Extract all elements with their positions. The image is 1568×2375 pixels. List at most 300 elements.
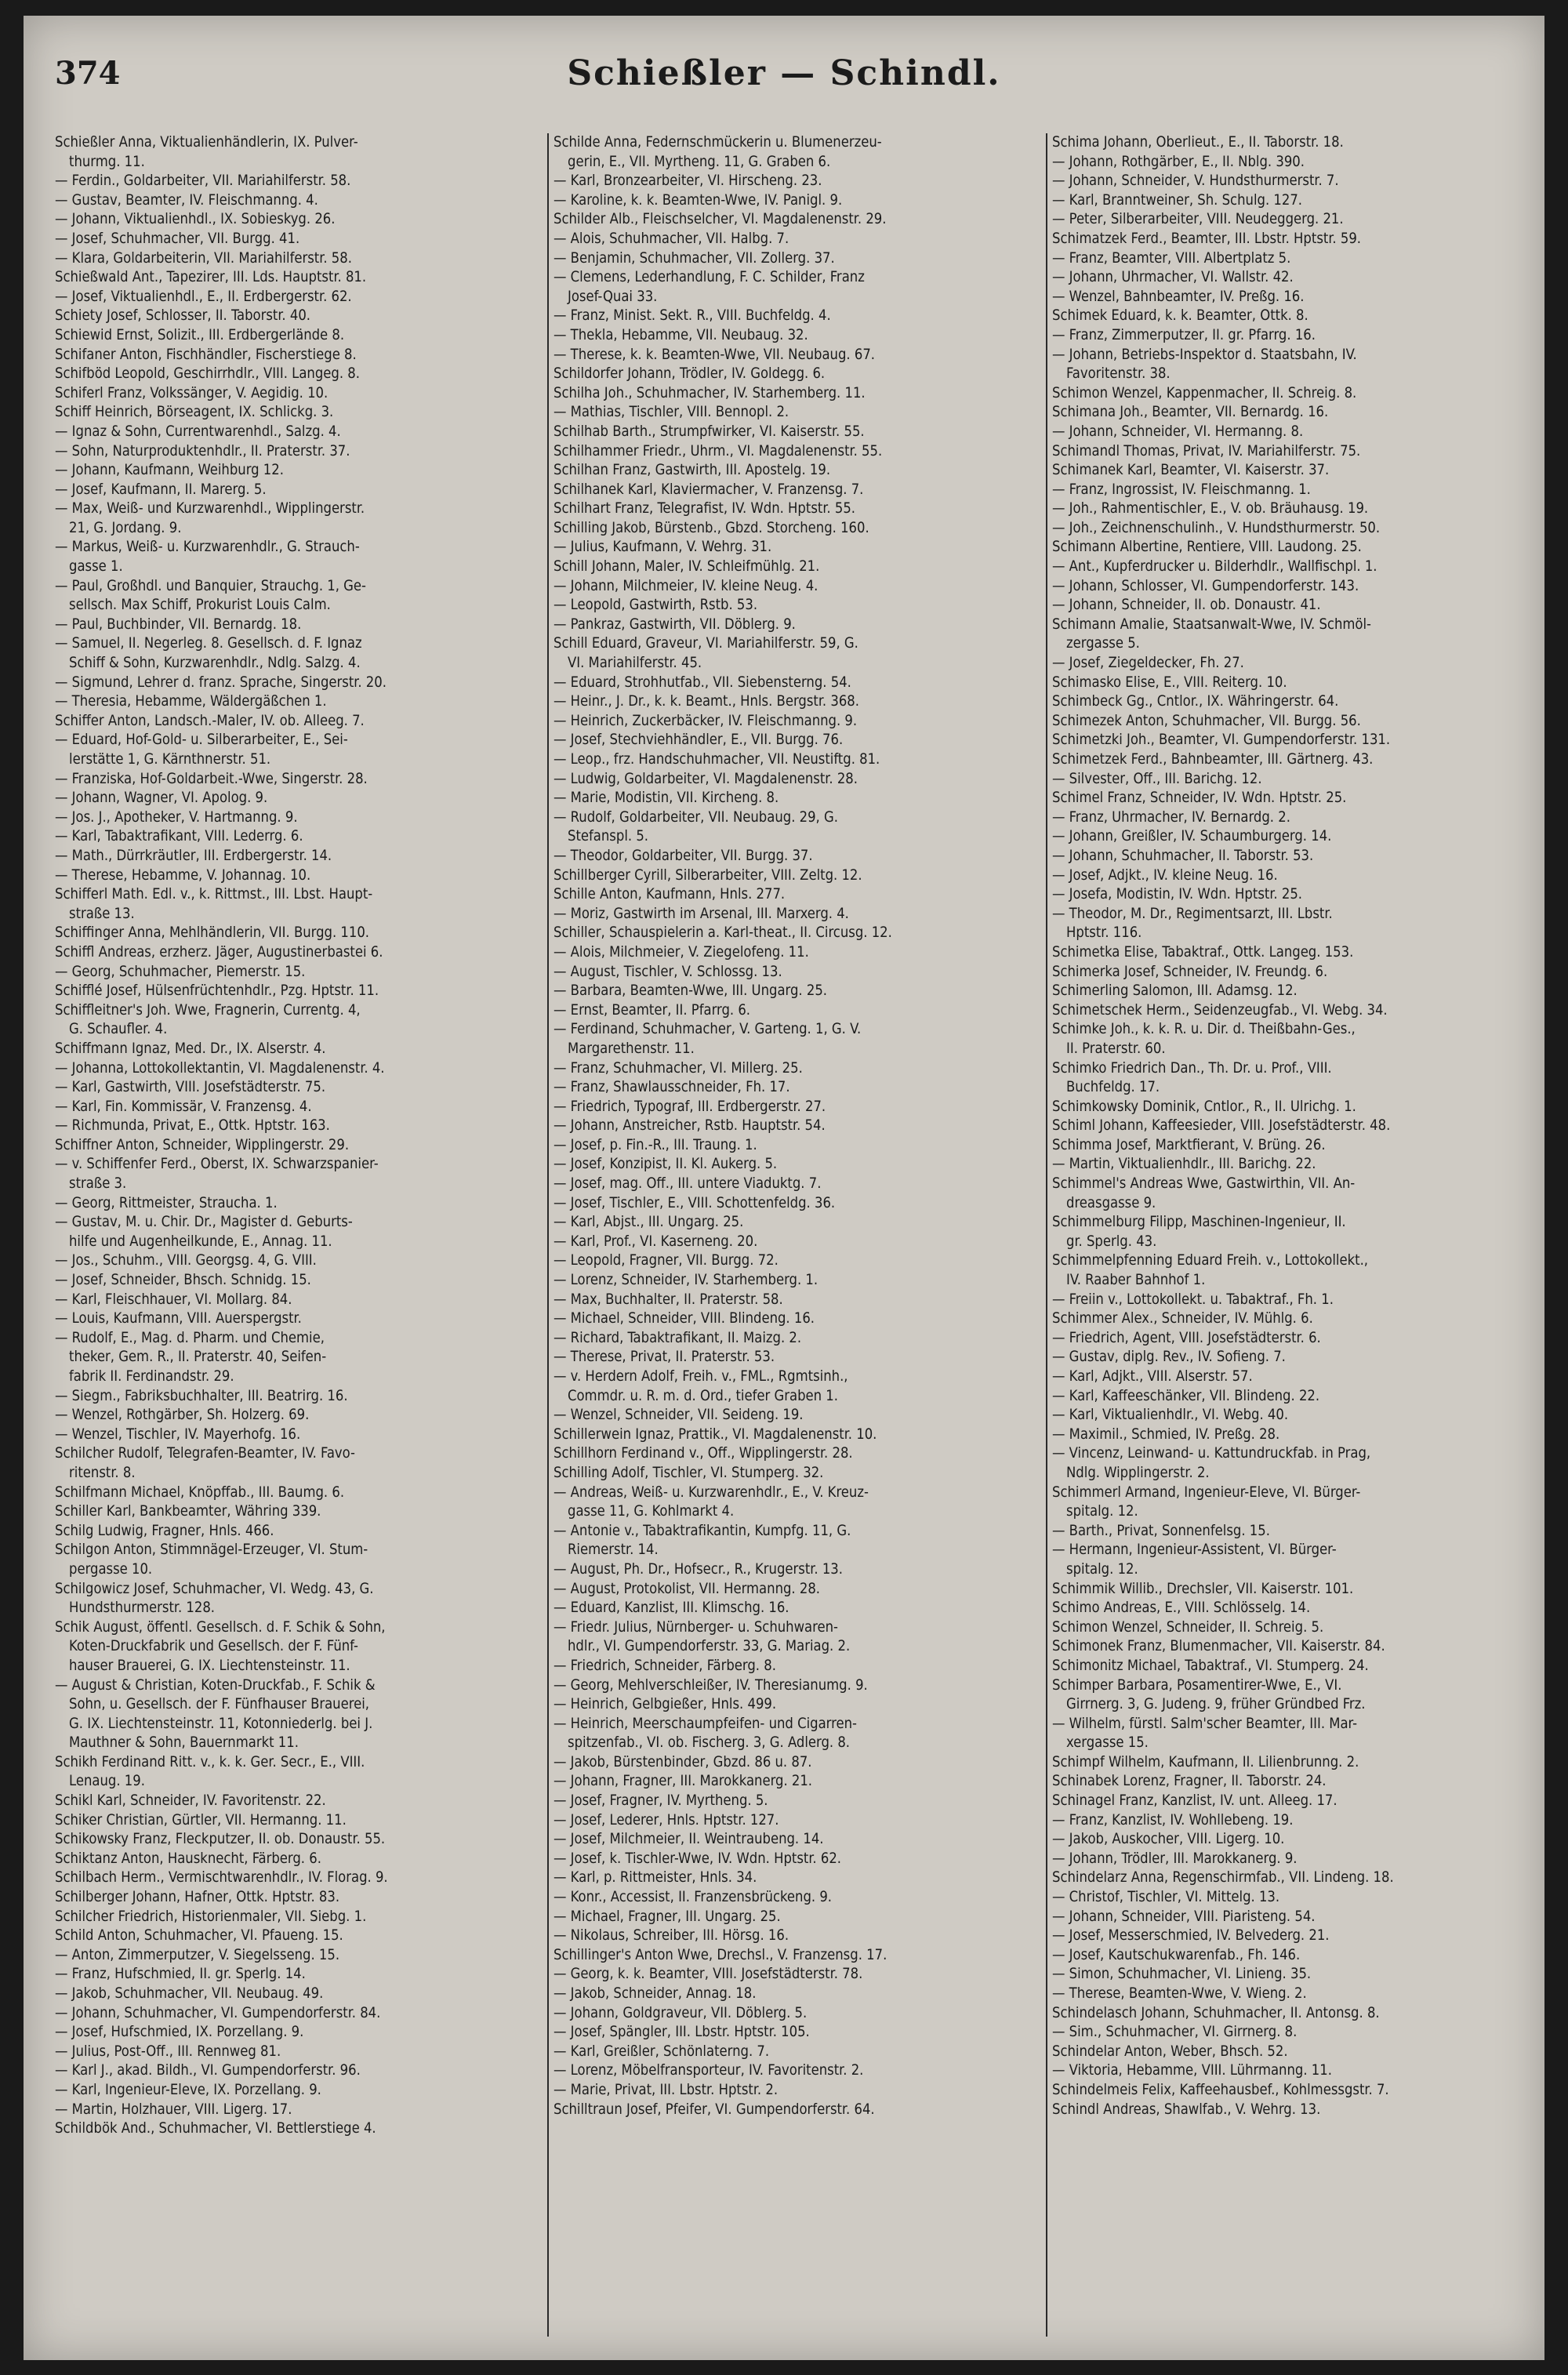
directory-entry: Schimko Friedrich Dan., Th. Dr. u. Prof., VIII.: [1052, 1059, 1332, 1077]
directory-entry: — Vincenz, Leinwand- u. Kattundruckfab. in Prag,: [1052, 1445, 1371, 1462]
directory-entry: Riemerstr. 14.: [568, 1542, 659, 1559]
directory-entry: — Leopold, Gastwirth, Rstb. 53.: [554, 597, 758, 614]
directory-entry: Schiff Heinrich, Börseagent, IX. Schlickg. 3.: [55, 404, 334, 421]
directory-entry: — Barth., Privat, Sonnenfelsg. 15.: [1052, 1522, 1270, 1539]
directory-entry: — Georg, Schuhmacher, Piemerstr. 15.: [55, 963, 306, 980]
directory-entry: — Johanna, Lottokollektantin, VI. Magdalenenstr. 4.: [55, 1059, 385, 1077]
directory-entry: — Josef, Konzipist, II. Kl. Aukerg. 5.: [554, 1156, 778, 1173]
directory-entry: straße 3.: [69, 1175, 127, 1193]
directory-entry: Schilder Alb., Fleischselcher, VI. Magdalenenstr. 29.: [554, 211, 887, 228]
directory-entry: Schilltraun Josef, Pfeifer, VI. Gumpendorferstr. 64.: [554, 2101, 875, 2118]
directory-entry: — Karl, Abjst., III. Ungarg. 25.: [554, 1214, 744, 1231]
directory-entry: — Eduard, Kanzlist, III. Klimschg. 16.: [554, 1600, 789, 1617]
directory-entry: — Franz, Hufschmied, II. gr. Sperlg. 14.: [55, 1966, 306, 1983]
directory-entry: — Johann, Schuhmacher, II. Taborstr. 53.: [1052, 847, 1314, 864]
directory-entry: Schilhart Franz, Telegrafist, IV. Wdn. Hptstr. 55.: [554, 500, 856, 517]
directory-entry: — August, Ph. Dr., Hofsecr., R., Krugerstr. 13.: [554, 1560, 843, 1578]
directory-entry: Schilde Anna, Federnschmückerin u. Blumenerzeu-: [554, 134, 882, 151]
directory-entry: thurmg. 11.: [69, 153, 145, 170]
directory-page: [24, 16, 1544, 2360]
directory-entry: Ndlg. Wipplingerstr. 2.: [1066, 1464, 1210, 1481]
directory-entry: — Julius, Kaufmann, V. Wehrg. 31.: [554, 539, 772, 556]
directory-entry: — Therese, Beamten-Wwe, V. Wieng. 2.: [1052, 1985, 1307, 2002]
directory-entry: — Friedrich, Agent, VIII. Josefstädterstr. 6.: [1052, 1329, 1321, 1346]
directory-entry: — Gustav, M. u. Chir. Dr., Magister d. Geburts-: [55, 1214, 353, 1231]
directory-entry: Schimmel's Andreas Wwe, Gastwirthin, VII. An-: [1052, 1175, 1356, 1193]
directory-entry: Schilcher Friedrich, Historienmaler, VII. Siebg. 1.: [55, 1908, 367, 1925]
directory-entry: Schiffer Anton, Landsch.-Maler, IV. ob. Alleeg. 7.: [55, 712, 365, 729]
directory-entry: — Antonie v., Tabaktrafikantin, Kumpfg. 11, G.: [554, 1522, 851, 1539]
directory-entry: — Math., Dürrkräutler, III. Erdbergerstr. 14.: [55, 847, 332, 864]
directory-entry: — Marie, Modistin, VII. Kircheng. 8.: [554, 790, 779, 807]
directory-entry: Schimetschek Herm., Seidenzeugfab., VI. Webg. 34.: [1052, 1001, 1388, 1019]
directory-entry: — Sigmund, Lehrer d. franz. Sprache, Singerstr. 20.: [55, 674, 387, 691]
directory-entry: Schikowsky Franz, Fleckputzer, II. ob. Donaustr. 55.: [55, 1831, 386, 1848]
directory-entry: Schill Eduard, Graveur, VI. Mariahilferstr. 59, G.: [554, 635, 858, 652]
directory-entry: — Wenzel, Schneider, VII. Seideng. 19.: [554, 1407, 804, 1424]
directory-entry: hilfe und Augenheilkunde, E., Annag. 11.: [69, 1233, 332, 1250]
directory-entry: Schima Johann, Oberlieut., E., II. Taborstr. 18.: [1052, 134, 1344, 151]
directory-entry: Schimon Wenzel, Schneider, II. Schreig. 5.: [1052, 1618, 1324, 1636]
directory-entry: — Sohn, Naturproduktenhdlr., II. Praterstr. 37.: [55, 442, 350, 459]
directory-entry: — Franz, Beamter, VIII. Albertplatz 5.: [1052, 249, 1291, 267]
directory-entry: — Theodor, Goldarbeiter, VII. Burgg. 37.: [554, 847, 813, 864]
directory-entry: — Barbara, Beamten-Wwe, III. Ungarg. 25.: [554, 982, 828, 1000]
directory-entry: — Therese, Hebamme, V. Johannag. 10.: [55, 866, 311, 884]
directory-entry: spitalg. 12.: [1066, 1560, 1138, 1578]
directory-entry: — Friedr. Julius, Nürnberger- u. Schuhwaren-: [554, 1618, 838, 1636]
directory-entry: Margarethenstr. 11.: [568, 1040, 695, 1057]
directory-entry: — Maximil., Schmied, IV. Preßg. 28.: [1052, 1425, 1280, 1443]
directory-entry: — Johann, Schneider, II. ob. Donaustr. 41.: [1052, 597, 1321, 614]
directory-entry: — Josef, Stechviehhändler, E., VII. Burgg. 76.: [554, 732, 844, 749]
directory-entry: sellsch. Max Schiff, Prokurist Louis Calm.: [69, 597, 331, 614]
directory-entry: Schiller Karl, Bankbeamter, Währing 339.: [55, 1503, 321, 1520]
directory-entry: — Josef, Adjkt., IV. kleine Neug. 16.: [1052, 866, 1278, 884]
directory-entry: — Franz, Ingrossist, IV. Fleischmanng. 1.: [1052, 481, 1311, 498]
page-number: 374: [55, 55, 121, 92]
directory-entry: — August, Tischler, V. Schlossg. 13.: [554, 963, 782, 980]
directory-entry: — Wenzel, Tischler, IV. Mayerhofg. 16.: [55, 1425, 301, 1443]
directory-entry: — Thekla, Hebamme, VII. Neubaug. 32.: [554, 326, 808, 343]
directory-entry: gasse 11, G. Kohlmarkt 4.: [568, 1503, 735, 1520]
directory-entry: — Richard, Tabaktrafikant, II. Maizg. 2.: [554, 1329, 802, 1346]
directory-entry: — Johann, Wagner, VI. Apolog. 9.: [55, 790, 268, 807]
directory-entry: — Josef, Tischler, E., VIII. Schottenfeldg. 36.: [554, 1194, 836, 1211]
directory-entry: — Martin, Viktualienhdlr., III. Barichg. 22.: [1052, 1156, 1316, 1173]
directory-entry: Schilhanek Karl, Klaviermacher, V. Franzensg. 7.: [554, 481, 864, 498]
directory-entry: Schildbök And., Schuhmacher, VI. Bettlerstiege 4.: [55, 2120, 376, 2137]
directory-entry: — Karl, Prof., VI. Kaserneng. 20.: [554, 1233, 758, 1250]
directory-entry: — Marie, Privat, III. Lbstr. Hptstr. 2.: [554, 2081, 779, 2098]
directory-entry: Girrnerg. 3, G. Judeng. 9, früher Gründbed Frz.: [1066, 1696, 1366, 1713]
directory-entry: — Franziska, Hof-Goldarbeit.-Wwe, Singerstr. 28.: [55, 770, 368, 787]
column-3: [1046, 133, 1529, 2337]
page-header: [24, 16, 1544, 125]
directory-entry: — Michael, Schneider, VIII. Blindeng. 16.: [554, 1310, 815, 1327]
directory-entry: — Friedrich, Schneider, Färberg. 8.: [554, 1657, 776, 1674]
directory-entry: — Johann, Fragner, III. Marokkanerg. 21.: [554, 1773, 813, 1790]
directory-entry: — Ludwig, Goldarbeiter, VI. Magdalenenstr. 28.: [554, 770, 858, 787]
directory-entry: — Josef, Kaufmann, II. Marerg. 5.: [55, 481, 267, 498]
directory-entry: — Franz, Schuhmacher, VI. Millerg. 25.: [554, 1059, 803, 1077]
directory-entry: Schillerwein Ignaz, Prattik., VI. Magdalenenstr. 10.: [554, 1425, 877, 1443]
directory-entry: — Karl, Kaffeeschänker, VII. Blindeng. 22.: [1052, 1387, 1320, 1404]
directory-entry: — Johann, Schneider, VIII. Piaristeng. 54.: [1052, 1908, 1316, 1925]
directory-entry: — Wilhelm, fürstl. Salm'scher Beamter, III. Mar-: [1052, 1715, 1358, 1732]
directory-entry: — Clemens, Lederhandlung, F. C. Schilder, Franz: [554, 269, 865, 286]
directory-entry: — Max, Weiß- und Kurzwarenhdl., Wipplingerstr.: [55, 500, 365, 517]
directory-entry: — Christof, Tischler, VI. Mittelg. 13.: [1052, 1889, 1280, 1906]
directory-entry: Schimmelpfenning Eduard Freih. v., Lottokollekt.,: [1052, 1252, 1369, 1269]
directory-entry: Schillinger's Anton Wwe, Drechsl., V. Franzensg. 17.: [554, 1946, 887, 1963]
directory-entry: — Mathias, Tischler, VIII. Bennopl. 2.: [554, 404, 789, 421]
directory-entry: — v. Schiffenfer Ferd., Oberst, IX. Schwarzspanier-: [55, 1156, 379, 1173]
directory-entry: Hundsthurmerstr. 128.: [69, 1600, 216, 1617]
directory-entry: — Josef, mag. Off., III. untere Viaduktg. 7.: [554, 1175, 822, 1193]
directory-columns: [55, 133, 1529, 2337]
directory-entry: Mauthner & Sohn, Bauernmarkt 11.: [69, 1734, 299, 1752]
directory-entry: — Johann, Uhrmacher, VI. Wallstr. 42.: [1052, 269, 1294, 286]
directory-entry: — Karoline, k. k. Beamten-Wwe, IV. Panigl. 9.: [554, 191, 843, 209]
directory-entry: — Eduard, Strohhutfab., VII. Siebensterng. 54.: [554, 674, 851, 691]
directory-entry: — Joh., Rahmentischler, E., V. ob. Bräuhausg. 19.: [1052, 500, 1369, 517]
directory-entry: — August, Protokolist, VII. Hermanng. 28.: [554, 1580, 821, 1597]
directory-entry: Schimon Wenzel, Kappenmacher, II. Schreig. 8.: [1052, 384, 1357, 401]
directory-entry: — Martin, Holzhauer, VIII. Ligerg. 17.: [55, 2101, 292, 2118]
directory-entry: Schilfmann Michael, Knöpffab., III. Baumg. 6.: [55, 1483, 345, 1501]
directory-entry: Schimmerl Armand, Ingenieur-Eleve, VI. Bürger-: [1052, 1483, 1361, 1501]
directory-entry: Schimann Amalie, Staatsanwalt-Wwe, IV. Schmöl-: [1052, 616, 1371, 633]
directory-entry: — Pankraz, Gastwirth, VII. Döblerg. 9.: [554, 616, 796, 633]
directory-entry: Schindelasch Johann, Schuhmacher, II. Antonsg. 8.: [1052, 2004, 1380, 2021]
directory-entry: gasse 1.: [69, 558, 123, 576]
directory-entry: Schießwald Ant., Tapezirer, III. Lds. Hauptstr. 81.: [55, 269, 367, 286]
directory-entry: — Franz, Shawlausschneider, Fh. 17.: [554, 1079, 790, 1096]
directory-entry: ritenstr. 8.: [69, 1464, 136, 1481]
directory-entry: — Karl, Branntweiner, Sh. Schulg. 127.: [1052, 191, 1303, 209]
directory-entry: — Karl, Tabaktrafikant, VIII. Lederrg. 6.: [55, 828, 303, 845]
directory-entry: — Franz, Kanzlist, IV. Wohllebeng. 19.: [1052, 1811, 1294, 1828]
directory-entry: spitalg. 12.: [1066, 1503, 1138, 1520]
directory-entry: — Leop., frz. Handschuhmacher, VII. Neustiftg. 81.: [554, 751, 880, 768]
directory-entry: — Siegm., Fabriksbuchhalter, III. Beatrirg. 16.: [55, 1387, 348, 1404]
directory-entry: — Friedrich, Typograf, III. Erdbergerstr. 27.: [554, 1098, 826, 1115]
directory-entry: Schilling Adolf, Tischler, VI. Stumperg. 32.: [554, 1464, 824, 1481]
directory-entry: — Josef, Spängler, III. Lbstr. Hptstr. 105.: [554, 2024, 810, 2041]
directory-entry: — Benjamin, Schuhmacher, VII. Zollerg. 37.: [554, 249, 835, 267]
directory-entry: Koten-Druckfabrik und Gesellsch. der F. Fünf-: [69, 1638, 358, 1655]
directory-entry: Schindelmeis Felix, Kaffeehausbef., Kohlmessgstr. 7.: [1052, 2081, 1389, 2098]
directory-entry: Schiffinger Anna, Mehlhändlerin, VII. Burgg. 110.: [55, 924, 370, 942]
directory-entry: — Leopold, Fragner, VII. Burgg. 72.: [554, 1252, 779, 1269]
directory-entry: — Hermann, Ingenieur-Assistent, VI. Bürger-: [1052, 1542, 1337, 1559]
directory-entry: Schimmik Willib., Drechsler, VII. Kaiserstr. 101.: [1052, 1580, 1354, 1597]
directory-entry: Schiml Johann, Kaffeesieder, VIII. Josefstädterstr. 48.: [1052, 1117, 1391, 1135]
directory-entry: — Johann, Viktualienhdl., IX. Sobieskyg. 26.: [55, 211, 336, 228]
directory-entry: Hptstr. 116.: [1066, 924, 1142, 942]
directory-entry: — Alois, Schuhmacher, VII. Halbg. 7.: [554, 230, 789, 247]
directory-entry: — Viktoria, Hebamme, VIII. Lührmanng. 11.: [1052, 2062, 1332, 2079]
directory-entry: Schimper Barbara, Posamentirer-Wwe, E., VI.: [1052, 1676, 1342, 1694]
directory-entry: — Lorenz, Schneider, IV. Starhemberg. 1.: [554, 1272, 818, 1289]
directory-entry: — Johann, Kaufmann, Weihburg 12.: [55, 462, 284, 479]
directory-entry: — Jakob, Auskocher, VIII. Ligerg. 10.: [1052, 1831, 1285, 1848]
directory-entry: — Franz, Uhrmacher, IV. Bernardg. 2.: [1052, 808, 1290, 826]
directory-entry: Buchfeldg. 17.: [1066, 1079, 1160, 1096]
directory-entry: — Ernst, Beamter, II. Pfarrg. 6.: [554, 1001, 751, 1019]
directory-entry: — Franz, Zimmerputzer, II. gr. Pfarrg. 16.: [1052, 326, 1316, 343]
directory-entry: gr. Sperlg. 43.: [1066, 1233, 1157, 1250]
directory-entry: Schimonek Franz, Blumenmacher, VII. Kaiserstr. 84.: [1052, 1638, 1385, 1655]
directory-entry: G. Schaufler. 4.: [69, 1021, 168, 1038]
directory-entry: Schik August, öffentl. Gesellsch. d. F. Schik & Sohn,: [55, 1618, 386, 1636]
directory-entry: — Josef, Milchmeier, II. Weintraubeng. 14.: [554, 1831, 824, 1848]
directory-entry: Schimezek Anton, Schuhmacher, VII. Burgg. 56.: [1052, 712, 1361, 729]
directory-entry: Lenaug. 19.: [69, 1773, 145, 1790]
directory-entry: — Josef, Hufschmied, IX. Porzellang. 9.: [55, 2024, 304, 2041]
directory-entry: — Andreas, Weiß- u. Kurzwarenhdlr., E., V. Kreuz-: [554, 1483, 869, 1501]
directory-entry: Schimetka Elise, Tabaktraf., Ottk. Langeg. 153.: [1052, 943, 1354, 961]
directory-entry: — Johann, Schneider, VI. Hermanng. 8.: [1052, 423, 1304, 440]
directory-entry: Schilgon Anton, Stimmnägel-Erzeuger, VI. Stum-: [55, 1542, 368, 1559]
directory-entry: — Georg, Mehlverschleißer, IV. Theresianumg. 9.: [554, 1676, 868, 1694]
directory-entry: — Heinrich, Meerschaumpfeifen- und Cigarren-: [554, 1715, 857, 1732]
directory-entry: Schiety Josef, Schlosser, II. Taborstr. 40.: [55, 307, 311, 325]
directory-entry: — Therese, k. k. Beamten-Wwe, VII. Neubaug. 67.: [554, 346, 876, 363]
directory-entry: Schilhammer Friedr., Uhrm., VI. Magdalenenstr. 55.: [554, 442, 883, 459]
directory-entry: Schillhorn Ferdinand v., Off., Wipplingerstr. 28.: [554, 1445, 853, 1462]
directory-entry: Schild Anton, Schuhmacher, VI. Pfaueng. 15.: [55, 1927, 343, 1945]
directory-entry: — Ferdinand, Schuhmacher, V. Garteng. 1, G. V.: [554, 1021, 862, 1038]
directory-entry: Schimpf Wilhelm, Kaufmann, II. Lilienbrunng. 2.: [1052, 1753, 1359, 1770]
directory-entry: — Peter, Silberarbeiter, VIII. Neudeggerg. 21.: [1052, 211, 1344, 228]
directory-entry: — Josef, Fragner, IV. Myrtheng. 5.: [554, 1792, 768, 1810]
directory-entry: — Johann, Trödler, III. Marokkanerg. 9.: [1052, 1850, 1298, 1867]
directory-entry: Schifflé Josef, Hülsenfrüchtenhdlr., Pzg. Hptstr. 11.: [55, 982, 379, 1000]
directory-entry: — Johann, Milchmeier, IV. kleine Neug. 4.: [554, 577, 818, 594]
directory-entry: — Johann, Goldgraveur, VII. Döblerg. 5.: [554, 2004, 808, 2021]
directory-entry: — Jakob, Bürstenbinder, Gbzd. 86 u. 87.: [554, 1753, 812, 1770]
directory-entry: Schimetzek Ferd., Bahnbeamter, III. Gärtnerg. 43.: [1052, 751, 1374, 768]
directory-entry: straße 13.: [69, 905, 135, 922]
directory-entry: — Therese, Privat, II. Praterstr. 53.: [554, 1349, 775, 1366]
directory-entry: Schimma Josef, Marktfierant, V. Brüng. 26.: [1052, 1136, 1326, 1153]
column-2: [547, 133, 1030, 2337]
directory-entry: — Rudolf, E., Mag. d. Pharm. und Chemie,: [55, 1329, 325, 1346]
directory-entry: — Karl, Fleischhauer, VI. Mollarg. 84.: [55, 1291, 292, 1308]
column-1: [55, 133, 532, 2337]
directory-entry: gerin, E., VII. Myrtheng. 11, G. Graben 6.: [568, 153, 831, 170]
directory-entry: — Theresia, Hebamme, Wäldergäßchen 1.: [55, 693, 327, 710]
directory-entry: Schilg Ludwig, Fragner, Hnls. 466.: [55, 1522, 274, 1539]
directory-entry: — Richmunda, Privat, E., Ottk. Hptstr. 163.: [55, 1117, 330, 1135]
directory-entry: hdlr., VI. Gumpendorferstr. 33, G. Mariag. 2.: [568, 1638, 851, 1655]
directory-entry: — Julius, Post-Off., III. Rennweg 81.: [55, 2043, 281, 2060]
directory-entry: — Josef, p. Fin.-R., III. Traung. 1.: [554, 1136, 757, 1153]
directory-entry: — August & Christian, Koten-Druckfab., F. Schik &: [55, 1676, 376, 1694]
directory-entry: fabrik II. Ferdinandstr. 29.: [69, 1368, 234, 1385]
directory-entry: — Josef, Schuhmacher, VII. Burgg. 41.: [55, 230, 300, 247]
directory-entry: — Josefa, Modistin, IV. Wdn. Hptstr. 25.: [1052, 886, 1303, 903]
directory-entry: Schimmelburg Filipp, Maschinen-Ingenieur, II.: [1052, 1214, 1346, 1231]
directory-entry: Schimana Joh., Beamter, VII. Bernardg. 16.: [1052, 404, 1329, 421]
directory-entry: Schimonitz Michael, Tabaktraf., VI. Stumperg. 24.: [1052, 1657, 1369, 1674]
directory-entry: Schilberger Johann, Hafner, Ottk. Hptstr. 83.: [55, 1889, 340, 1906]
directory-entry: — Markus, Weiß- u. Kurzwarenhdlr., G. Strauch-: [55, 539, 360, 556]
directory-entry: Schimek Eduard, k. k. Beamter, Ottk. 8.: [1052, 307, 1308, 325]
directory-entry: — Simon, Schuhmacher, VI. Linieng. 35.: [1052, 1966, 1312, 1983]
directory-entry: Stefanspl. 5.: [568, 828, 649, 845]
directory-entry: — Karl, Greißler, Schönlaterng. 7.: [554, 2043, 770, 2060]
directory-entry: Schiffner Anton, Schneider, Wipplingerstr. 29.: [55, 1136, 350, 1153]
directory-entry: — Gustav, diplg. Rev., IV. Sofieng. 7.: [1052, 1349, 1286, 1366]
directory-entry: — Anton, Zimmerputzer, V. Siegelsseng. 15.: [55, 1946, 340, 1963]
directory-entry: — Johann, Rothgärber, E., II. Nblg. 390.: [1052, 153, 1305, 170]
directory-entry: — Michael, Fragner, III. Ungarg. 25.: [554, 1908, 781, 1925]
directory-entry: hauser Brauerei, G. IX. Liechtensteinstr. 11.: [69, 1657, 350, 1674]
directory-entry: — Silvester, Off., III. Barichg. 12.: [1052, 770, 1262, 787]
directory-entry: — Wenzel, Bahnbeamter, IV. Preßg. 16.: [1052, 288, 1305, 305]
directory-entry: — Freiin v., Lottokollekt. u. Tabaktraf., Fh. 1.: [1052, 1291, 1334, 1308]
directory-entry: zergasse 5.: [1066, 635, 1140, 652]
directory-entry: — Karl, Gastwirth, VIII. Josefstädterstr. 75.: [55, 1079, 326, 1096]
directory-entry: IV. Raaber Bahnhof 1.: [1066, 1272, 1206, 1289]
directory-entry: — Heinrich, Gelbgießer, Hnls. 499.: [554, 1696, 777, 1713]
directory-entry: Schimbeck Gg., Cntlor., IX. Währingerstr. 64.: [1052, 693, 1339, 710]
directory-entry: — Nikolaus, Schreiber, III. Hörsg. 16.: [554, 1927, 789, 1945]
directory-entry: — Georg, k. k. Beamter, VIII. Josefstädterstr. 78.: [554, 1966, 863, 1983]
directory-entry: — Franz, Minist. Sekt. R., VIII. Buchfeldg. 4.: [554, 307, 831, 325]
directory-entry: Schillberger Cyrill, Silberarbeiter, VIII. Zeltg. 12.: [554, 866, 862, 884]
directory-entry: Schiferl Franz, Volkssänger, V. Aegidig. 10.: [55, 384, 328, 401]
directory-entry: Schilling Jakob, Bürstenb., Gbzd. Storcheng. 160.: [554, 519, 869, 536]
directory-entry: Schilcher Rudolf, Telegrafen-Beamter, IV. Favo-: [55, 1445, 355, 1462]
directory-entry: — Karl, p. Rittmeister, Hnls. 34.: [554, 1869, 757, 1887]
directory-entry: — Konr., Accessist, II. Franzensbrückeng. 9.: [554, 1889, 833, 1906]
directory-entry: Schiffl Andreas, erzherz. Jäger, Augustinerbastei 6.: [55, 943, 383, 961]
directory-entry: Schimo Andreas, E., VIII. Schlösselg. 14.: [1052, 1600, 1311, 1617]
directory-entry: — Josef, Messerschmied, IV. Belvederg. 21.: [1052, 1927, 1330, 1945]
directory-entry: — Klara, Goldarbeiterin, VII. Mariahilferstr. 58.: [55, 249, 352, 267]
directory-entry: Schinagel Franz, Kanzlist, IV. unt. Alleeg. 17.: [1052, 1792, 1338, 1810]
directory-entry: — Lorenz, Möbelfransporteur, IV. Favoritenstr. 2.: [554, 2062, 864, 2079]
directory-entry: Schiker Christian, Gürtler, VII. Hermanng. 11.: [55, 1811, 347, 1828]
directory-entry: xergasse 15.: [1066, 1734, 1149, 1752]
directory-entry: Favoritenstr. 38.: [1066, 365, 1171, 383]
directory-entry: — v. Herdern Adolf, Freih. v., FML., Rgmtsinh.,: [554, 1368, 848, 1385]
directory-entry: — Ferdin., Goldarbeiter, VII. Mariahilferstr. 58.: [55, 172, 351, 190]
directory-entry: — Josef, Viktualienhdl., E., II. Erdbergerstr. 62.: [55, 288, 352, 305]
directory-entry: — Gustav, Beamter, IV. Fleischmanng. 4.: [55, 191, 318, 209]
directory-entry: — Rudolf, Goldarbeiter, VII. Neubaug. 29, G.: [554, 808, 838, 826]
directory-entry: — Johann, Schneider, V. Hundsthurmerstr. 7.: [1052, 172, 1339, 190]
directory-entry: — Johann, Betriebs-Inspektor d. Staatsbahn, IV.: [1052, 346, 1357, 363]
directory-entry: — Louis, Kaufmann, VIII. Auerspergstr.: [55, 1310, 302, 1327]
directory-entry: lerstätte 1, G. Kärnthnerstr. 51.: [69, 751, 271, 768]
directory-entry: Schimerka Josef, Schneider, IV. Freundg. 6.: [1052, 963, 1328, 980]
directory-entry: Sohn, u. Gesellsch. der F. Fünfhauser Brauerei,: [69, 1696, 370, 1713]
directory-entry: Schikl Karl, Schneider, IV. Favoritenstr. 22.: [55, 1792, 326, 1810]
directory-entry: — Karl, Bronzearbeiter, VI. Hirscheng. 23.: [554, 172, 822, 190]
directory-entry: — Samuel, II. Negerleg. 8. Gesellsch. d. F. Ignaz: [55, 635, 362, 652]
directory-entry: — Johann, Schlosser, VI. Gumpendorferstr. 143.: [1052, 577, 1359, 594]
directory-entry: spitzenfab., VI. ob. Fischerg. 3, G. Adlerg. 8.: [568, 1734, 851, 1752]
directory-entry: Schilgowicz Josef, Schuhmacher, VI. Wedg. 43, G.: [55, 1580, 374, 1597]
directory-entry: Josef-Quai 33.: [568, 288, 658, 305]
directory-entry: Commdr. u. R. m. d. Ord., tiefer Graben 1.: [568, 1387, 838, 1404]
directory-entry: — Ant., Kupferdrucker u. Bilderhdlr., Wallfischpl. 1.: [1052, 558, 1377, 576]
directory-entry: — Theodor, M. Dr., Regimentsarzt, III. Lbstr.: [1052, 905, 1333, 922]
directory-entry: Schimkowsky Dominik, Cntlor., R., II. Ulrichg. 1.: [1052, 1098, 1356, 1115]
directory-entry: Schindelarz Anna, Regenschirmfab., VII. Lindeng. 18.: [1052, 1869, 1394, 1887]
directory-entry: Schimerling Salomon, III. Adamsg. 12.: [1052, 982, 1298, 1000]
directory-entry: — Wenzel, Rothgärber, Sh. Holzerg. 69.: [55, 1407, 310, 1424]
directory-entry: Schifaner Anton, Fischhändler, Fischerstiege 8.: [55, 346, 357, 363]
directory-entry: Schilha Joh., Schuhmacher, IV. Starhemberg. 11.: [554, 384, 866, 401]
running-head: Schießler — Schindl.: [567, 53, 1001, 93]
directory-entry: Schille Anton, Kaufmann, Hnls. 277.: [554, 886, 786, 903]
directory-entry: — Jos., Schuhm., VIII. Georgsg. 4, G. VIII.: [55, 1252, 317, 1269]
directory-entry: — Josef, Schneider, Bhsch. Schnidg. 15.: [55, 1272, 311, 1289]
directory-entry: — Johann, Greißler, IV. Schaumburgerg. 14.: [1052, 828, 1332, 845]
directory-entry: — Karl, Viktualienhdlr., VI. Webg. 40.: [1052, 1407, 1289, 1424]
directory-entry: — Paul, Buchbinder, VII. Bernardg. 18.: [55, 616, 302, 633]
directory-entry: — Karl, Adjkt., VIII. Alserstr. 57.: [1052, 1368, 1253, 1385]
directory-entry: Schill Johann, Maler, IV. Schleifmühlg. 21.: [554, 558, 820, 576]
directory-entry: Schimasko Elise, E., VIII. Reiterg. 10.: [1052, 674, 1287, 691]
directory-entry: VI. Mariahilferstr. 45.: [568, 655, 702, 672]
directory-entry: dreasgasse 9.: [1066, 1194, 1156, 1211]
directory-entry: Schilhab Barth., Strumpfwirker, VI. Kaiserstr. 55.: [554, 423, 865, 440]
directory-entry: theker, Gem. R., II. Praterstr. 40, Seifen-: [69, 1349, 327, 1366]
directory-entry: — Karl, Fin. Kommissär, V. Franzensg. 4.: [55, 1098, 312, 1115]
directory-entry: — Jos. J., Apotheker, V. Hartmanng. 9.: [55, 808, 298, 826]
directory-entry: — Heinrich, Zuckerbäcker, IV. Fleischmanng. 9.: [554, 712, 858, 729]
directory-entry: Schiewid Ernst, Solizit., III. Erdbergerlände 8.: [55, 326, 345, 343]
directory-entry: Schiffmann Ignaz, Med. Dr., IX. Alserstr. 4.: [55, 1040, 326, 1057]
directory-entry: — Jakob, Schneider, Annag. 18.: [554, 1985, 757, 2002]
directory-entry: — Johann, Anstreicher, Rstb. Hauptstr. 54.: [554, 1117, 826, 1135]
directory-entry: 21, G. Jordang. 9.: [69, 519, 182, 536]
directory-entry: — Ignaz & Sohn, Currentwarenhdl., Salzg. 4.: [55, 423, 341, 440]
directory-entry: — Max, Buchhalter, II. Praterstr. 58.: [554, 1291, 783, 1308]
directory-entry: — Georg, Rittmeister, Straucha. 1.: [55, 1194, 278, 1211]
directory-entry: — Moriz, Gastwirth im Arsenal, III. Marxerg. 4.: [554, 905, 849, 922]
directory-entry: — Paul, Großhdl. und Banquier, Strauchg. 1, Ge-: [55, 577, 366, 594]
directory-entry: — Josef, Ziegeldecker, Fh. 27.: [1052, 655, 1244, 672]
directory-entry: Schikh Ferdinand Ritt. v., k. k. Ger. Secr., E., VIII.: [55, 1753, 365, 1770]
directory-entry: Schifböd Leopold, Geschirrhdlr., VIII. Langeg. 8.: [55, 365, 360, 383]
directory-entry: — Josef, Kautschukwarenfab., Fh. 146.: [1052, 1946, 1301, 1963]
directory-entry: Schifferl Math. Edl. v., k. Rittmst., III. Lbst. Haupt-: [55, 886, 373, 903]
directory-entry: Schimel Franz, Schneider, IV. Wdn. Hptstr. 25.: [1052, 790, 1347, 807]
directory-entry: G. IX. Liechtensteinstr. 11, Kotonniederlg. bei J.: [69, 1715, 373, 1732]
directory-entry: Schindelar Anton, Weber, Bhsch. 52.: [1052, 2043, 1288, 2060]
directory-entry: Schießler Anna, Viktualienhändlerin, IX. Pulver-: [55, 134, 358, 151]
directory-entry: — Eduard, Hof-Gold- u. Silberarbeiter, E., Sei-: [55, 732, 348, 749]
directory-entry: Schimmer Alex., Schneider, IV. Mühlg. 6.: [1052, 1310, 1313, 1327]
directory-entry: Schimann Albertine, Rentiere, VIII. Laudong. 25.: [1052, 539, 1362, 556]
directory-entry: Schildorfer Johann, Trödler, IV. Goldegg. 6.: [554, 365, 826, 383]
directory-entry: Schiffleitner's Joh. Wwe, Fragnerin, Currentg. 4,: [55, 1001, 361, 1019]
directory-entry: Schimanek Karl, Beamter, VI. Kaiserstr. 37.: [1052, 462, 1330, 479]
directory-entry: Schilhan Franz, Gastwirth, III. Apostelg. 19.: [554, 462, 831, 479]
directory-entry: Schinabek Lorenz, Fragner, II. Taborstr. 24.: [1052, 1773, 1327, 1790]
directory-entry: — Jakob, Schuhmacher, VII. Neubaug. 49.: [55, 1985, 324, 2002]
directory-entry: Schiktanz Anton, Hausknecht, Färberg. 6.: [55, 1850, 321, 1867]
directory-entry: — Karl, Ingenieur-Eleve, IX. Porzellang. 9.: [55, 2081, 321, 2098]
